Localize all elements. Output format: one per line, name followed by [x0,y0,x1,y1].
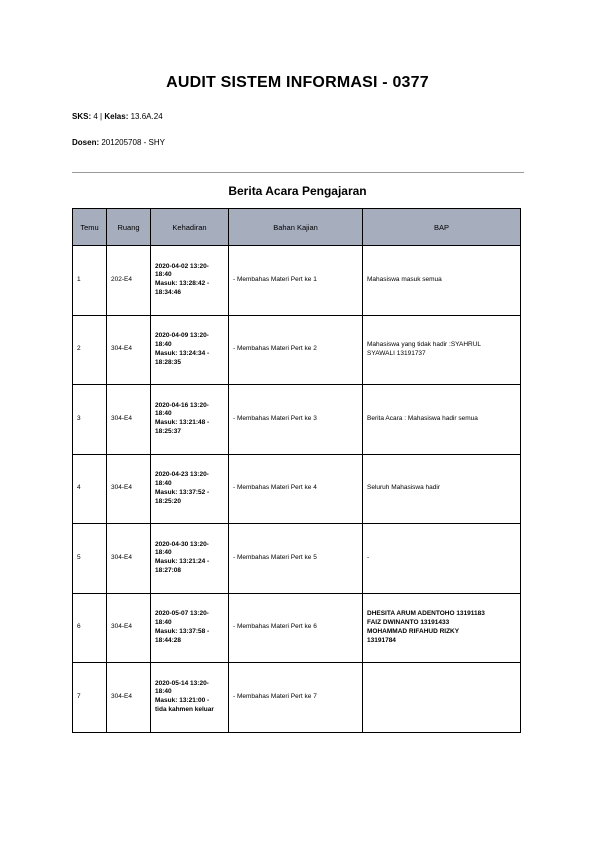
kehadiran-line: 18:25:37 [155,428,182,436]
table-row [73,524,521,594]
bap-line: Mahasiswa yang tidak hadir :SYAHRUL [367,340,482,348]
header-kehadiran: Kehadiran [151,209,229,246]
sks-value: 4 [93,112,98,121]
header-temu: Temu [73,209,107,246]
bap-line: MOHAMMAD RIFAHUD RIZKY [367,627,460,635]
cell-temu: 6 [73,593,107,663]
course-meta [72,112,163,121]
bap-table [72,208,521,733]
kehadiran-line: 2020-05-14 13:20- [155,679,209,687]
cell-bap [363,454,521,524]
bap-line: Mahasiswa masuk semua [367,275,442,283]
cell-bahan-kajian: - Membahas Materi Pert ke 7 [229,663,363,733]
table-row [73,246,521,316]
cell-kehadiran [151,315,229,385]
dosen-label: Dosen: [72,138,100,147]
kehadiran-line: 18:25:20 [155,497,182,505]
bap-line: FAIZ DWINANTO 13191433 [367,618,450,626]
cell-kehadiran [151,246,229,316]
table-row [73,663,521,733]
table-row [73,385,521,455]
kehadiran-line: 18:40 [155,340,172,348]
bap-line: Berita Acara : Mahasiswa hadir semua [367,414,478,422]
cell-ruang: 304-E4 [107,593,151,663]
cell-bahan-kajian: - Membahas Materi Pert ke 6 [229,593,363,663]
kehadiran-line: Masuk: 13:28:42 - [155,280,210,288]
kehadiran-line: 18:40 [155,688,172,696]
kehadiran-line: 18:34:46 [155,289,182,297]
kelas-label: Kelas: [104,112,129,121]
kehadiran-line: Masuk: 13:21:00 - [155,697,210,705]
kehadiran-line: tida kahmen keluar [155,706,214,714]
cell-bap [363,385,521,455]
cell-kehadiran [151,663,229,733]
cell-kehadiran [151,593,229,663]
kehadiran-line: 18:44:28 [155,636,182,644]
page-title: AUDIT SISTEM INFORMASI - 0377 [166,74,429,91]
header-ruang: Ruang [107,209,151,246]
cell-temu: 1 [73,246,107,316]
table-row [73,593,521,663]
kehadiran-line: 2020-04-30 13:20- [155,540,209,548]
cell-bahan-kajian: - Membahas Materi Pert ke 5 [229,524,363,594]
table-row [73,315,521,385]
kehadiran-line: 18:40 [155,618,172,626]
cell-temu: 3 [73,385,107,455]
kehadiran-line: Masuk: 13:21:48 - [155,419,210,427]
cell-temu: 7 [73,663,107,733]
bap-line: DHESITA ARUM ADENTOHO 13191183 [367,610,485,618]
table-header-row [73,209,521,246]
lecturer-meta [72,138,165,147]
table-body [73,246,521,733]
bap-line: Seluruh Mahasiswa hadir [367,484,440,492]
cell-bahan-kajian: - Membahas Materi Pert ke 4 [229,454,363,524]
cell-bahan-kajian: - Membahas Materi Pert ke 2 [229,315,363,385]
cell-ruang: 304-E4 [107,454,151,524]
cell-bap [363,246,521,316]
kehadiran-line: 2020-05-07 13:20- [155,610,209,618]
kehadiran-line: 2020-04-16 13:20- [155,401,209,409]
cell-ruang: 304-E4 [107,663,151,733]
kehadiran-line: 2020-04-23 13:20- [155,471,209,479]
kehadiran-line: 18:40 [155,549,172,557]
header-bahan-kajian: Bahan Kajian [229,209,363,246]
kelas-value: 13.6A.24 [130,112,163,121]
header-bap: BAP [363,209,521,246]
dosen-value: 201205708 - SHY [101,138,165,147]
table-row [73,454,521,524]
kehadiran-line: Masuk: 13:37:58 - [155,627,210,635]
cell-bap [363,663,521,733]
cell-temu: 2 [73,315,107,385]
kehadiran-line: 18:40 [155,479,172,487]
cell-bap [363,315,521,385]
cell-ruang: 304-E4 [107,315,151,385]
kehadiran-line: 2020-04-02 13:20- [155,262,209,270]
cell-bahan-kajian: - Membahas Materi Pert ke 3 [229,385,363,455]
divider [72,172,524,173]
cell-temu: 5 [73,524,107,594]
cell-kehadiran [151,524,229,594]
kehadiran-line: 18:27:08 [155,567,182,575]
bap-line: - [367,553,370,561]
cell-kehadiran [151,454,229,524]
cell-ruang: 202-E4 [107,246,151,316]
kehadiran-line: 18:40 [155,410,172,418]
sks-label: SKS: [72,112,92,121]
cell-kehadiran [151,385,229,455]
kehadiran-line: 18:40 [155,271,172,279]
cell-bap [363,593,521,663]
cell-bap [363,524,521,594]
kehadiran-line: 18:28:35 [155,358,182,366]
meta-separator: | [100,112,105,121]
section-title: Berita Acara Pengajaran [228,184,367,198]
cell-bahan-kajian: - Membahas Materi Pert ke 1 [229,246,363,316]
kehadiran-line: 2020-04-09 13:20- [155,332,209,340]
cell-ruang: 304-E4 [107,385,151,455]
bap-line: 13191784 [367,636,396,644]
kehadiran-line: Masuk: 13:21:24 - [155,558,210,566]
kehadiran-line: Masuk: 13:37:52 - [155,488,210,496]
bap-line: SYAWALI 13191737 [367,349,426,357]
kehadiran-line: Masuk: 13:24:34 - [155,349,210,357]
cell-ruang: 304-E4 [107,524,151,594]
cell-temu: 4 [73,454,107,524]
